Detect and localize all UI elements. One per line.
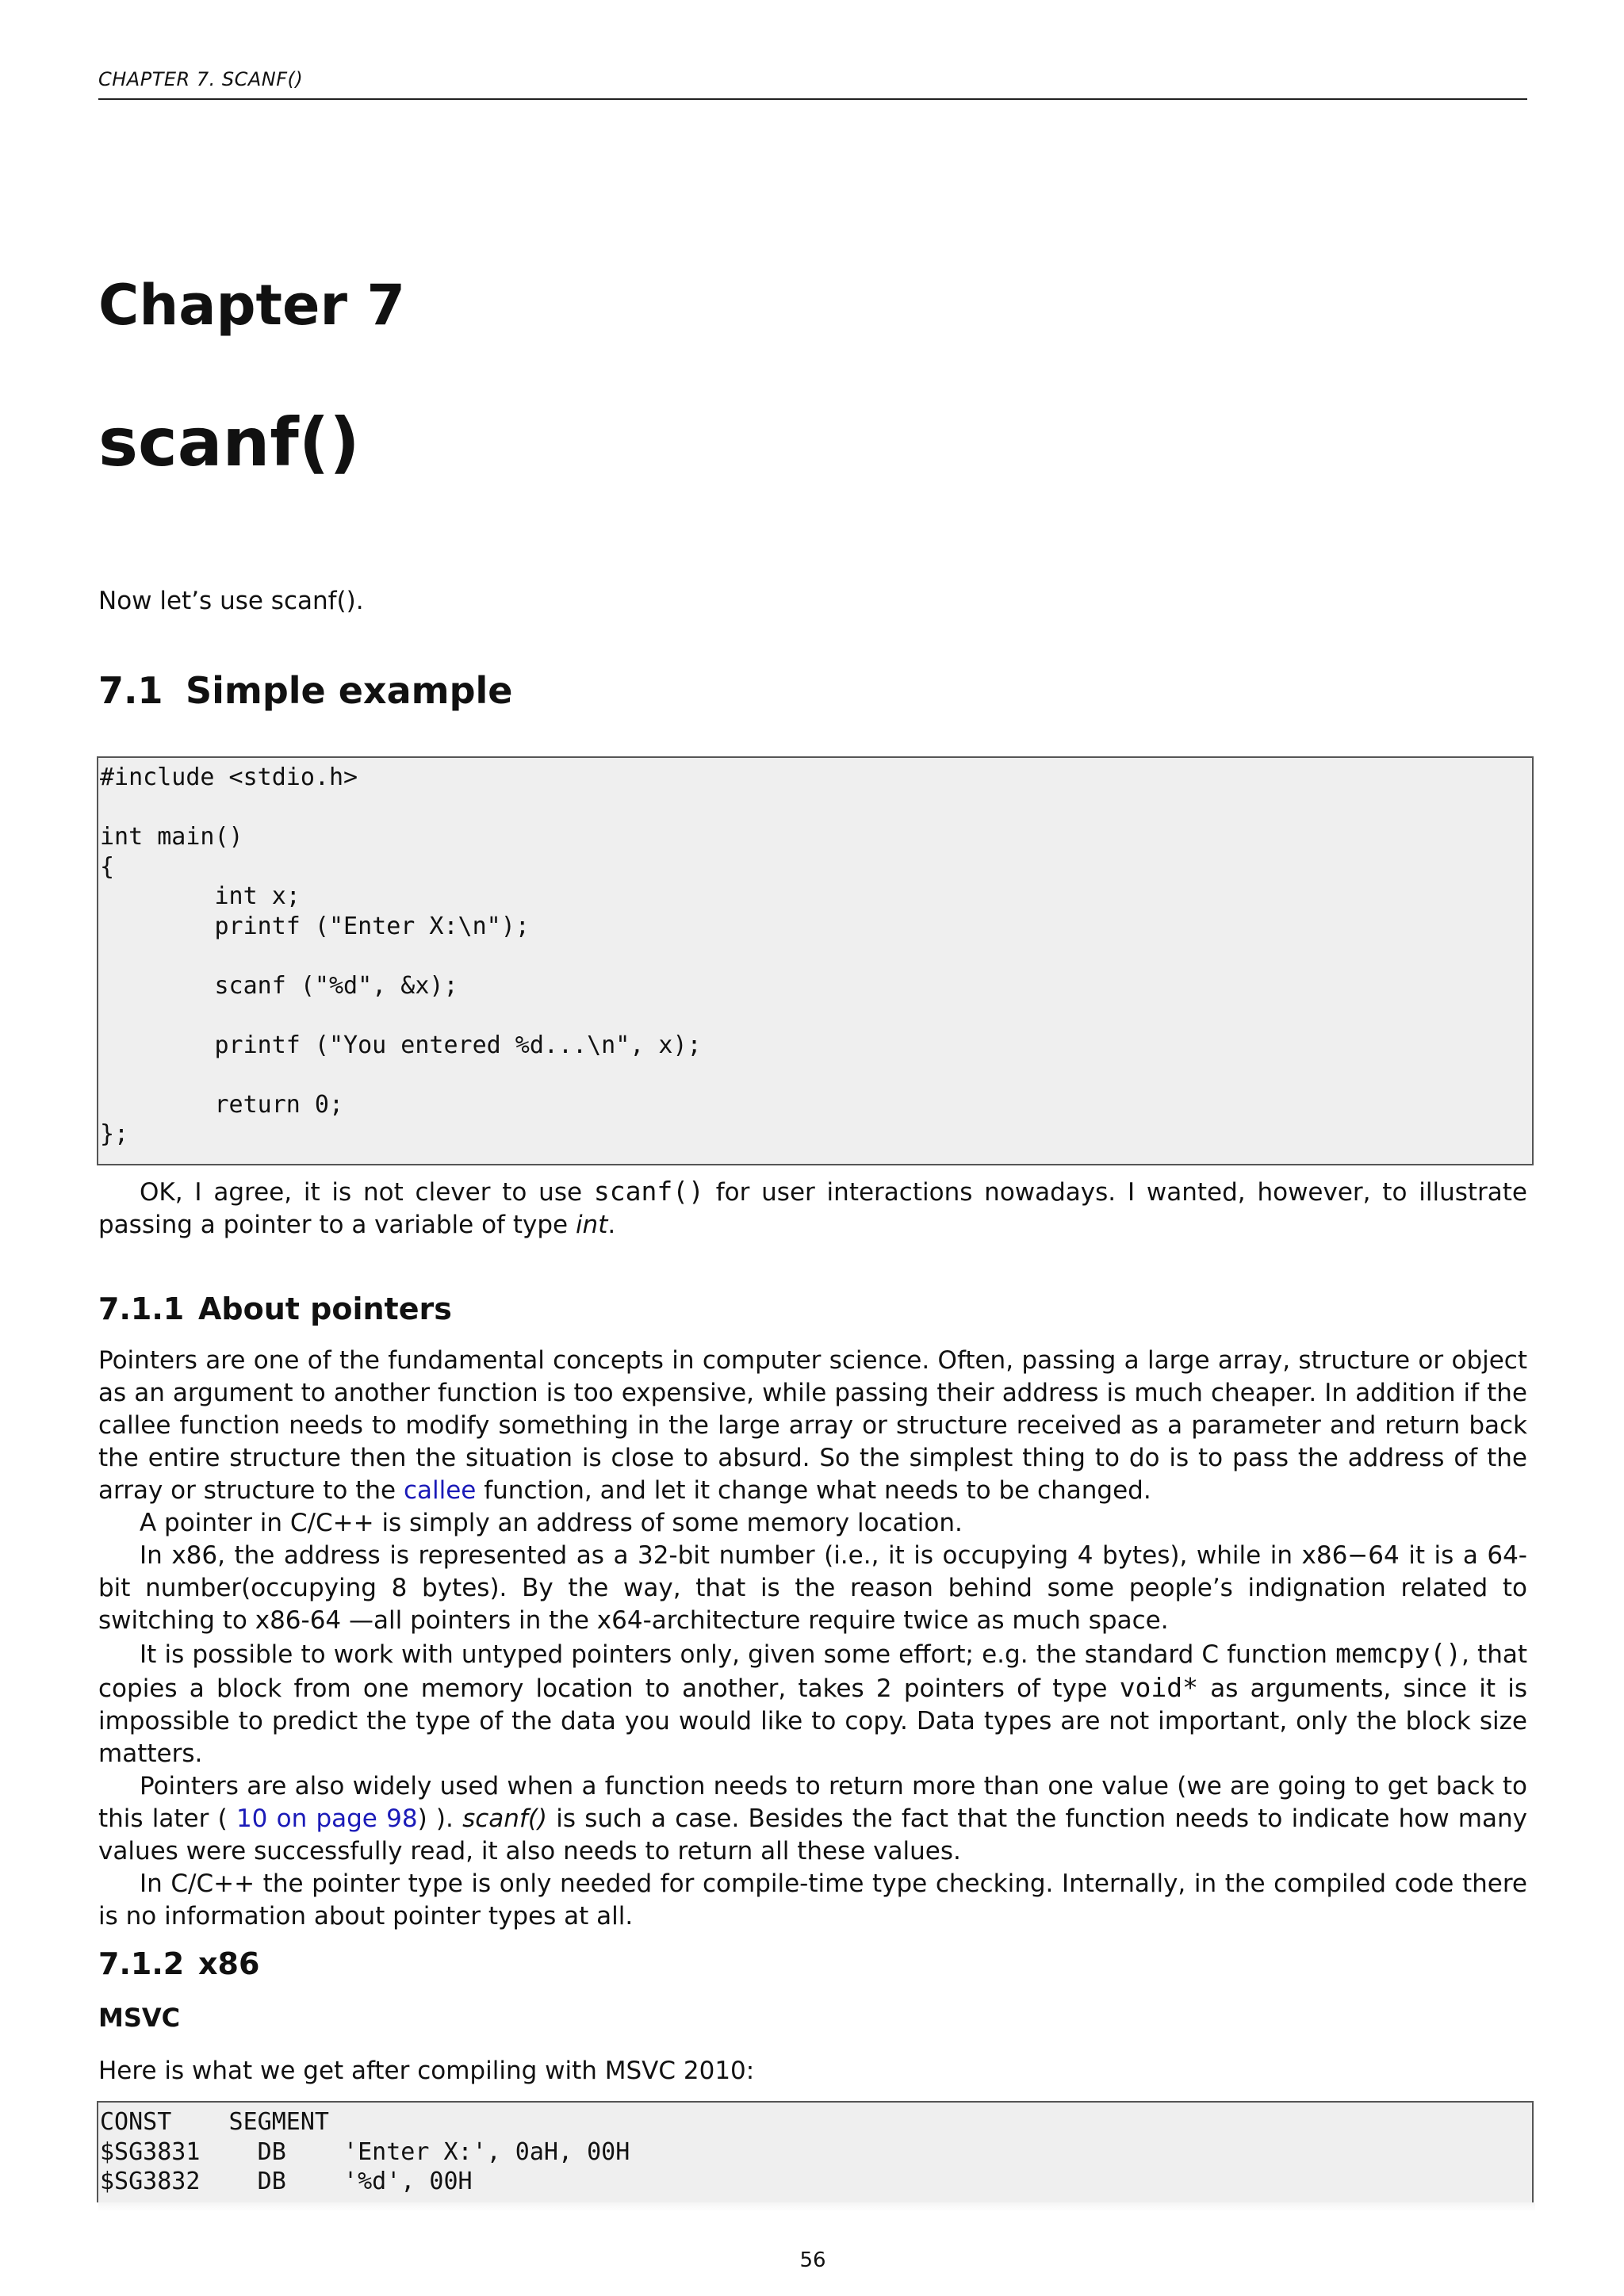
callee-link[interactable]: callee bbox=[403, 1476, 477, 1505]
section-number: 7.1 bbox=[98, 669, 163, 712]
text-run: for user interactions nowadays. I wanted, however, to illustrate passing a pointer to a variable of type bbox=[98, 1178, 1527, 1239]
text-run: Pointers are also widely used when a function needs to return more than one value (we are going to get back to this later ( bbox=[98, 1772, 1527, 1833]
text-run: Pointers are one of the fundamental concepts in computer science. Often, passing a large array, structure or object as an argument to another function is too expensive, while passing their address is much cheaper. In addition if the callee function needs to modify something in the large array or structure received as a parameter and return back the entire structure then the situation is close to absurd. So the simplest thing to do is to pass the address of the array or structure to the bbox=[98, 1346, 1527, 1505]
text-run: function, and let it change what needs to be changed. bbox=[476, 1476, 1151, 1505]
pointers-paragraph-2: A pointer in C/C++ is simply an address of some memory location. bbox=[140, 1509, 963, 1537]
inline-code-void-pointer: void* bbox=[1119, 1672, 1199, 1703]
subsection-number: 7.1.1 bbox=[98, 1292, 185, 1326]
running-head: CHAPTER 7. SCANF() bbox=[98, 68, 1527, 100]
subsection-number: 7.1.2 bbox=[98, 1946, 185, 1981]
inline-code-memcpy: memcpy() bbox=[1335, 1638, 1462, 1669]
text-run: . bbox=[607, 1211, 616, 1239]
text-run: as arguments, since it is impossible to predict the type of the data you would like to copy. Data types are not important, only the block size matters. bbox=[98, 1674, 1527, 1768]
page-number: 56 bbox=[799, 2248, 826, 2272]
pointers-paragraph-5 bbox=[98, 1770, 1527, 1868]
inline-code-scanf: scanf() bbox=[593, 1176, 704, 1207]
section-title: Simple example bbox=[186, 669, 513, 712]
code-listing-msvc: CONST SEGMENT $SG3831 DB 'Enter X:', 0aH, 00H $SG3832 DB '%d', 00H bbox=[97, 2101, 1534, 2202]
subsection-title: x86 bbox=[198, 1946, 260, 1981]
intro-paragraph: Now let’s use scanf(). bbox=[98, 587, 364, 615]
paragraph-heading-msvc: MSVC bbox=[98, 2003, 181, 2033]
document-page bbox=[98, 0, 1527, 2296]
msvc-intro-paragraph bbox=[98, 2055, 1527, 2087]
subsection-title: About pointers bbox=[198, 1292, 452, 1326]
text-run: It is possible to work with untyped pointers only, given some effort; e.g. the standard C function bbox=[140, 1640, 1336, 1669]
pointers-paragraph-3: In x86, the address is represented as a 32-bit number (i.e., it is occupying 4 bytes), while in x86−64 it is a 64-bit number(occupying 8 bytes). By the way, that is the reason behind some people’s indignation related to switching to x86-64 —all pointers in the x64-architecture require twice as much space. bbox=[98, 1541, 1527, 1635]
text-run: ) ). bbox=[417, 1804, 463, 1833]
page-reference-link[interactable]: 10 on page 98 bbox=[236, 1804, 418, 1833]
pointers-paragraph-4 bbox=[98, 1637, 1527, 1770]
text-run: , that copies a block from one memory location to another, takes 2 pointers of type bbox=[98, 1640, 1527, 1703]
pointers-paragraph-6: In C/C++ the pointer type is only needed for compile-time type checking. Internally, in the compiled code there is no information about pointer types at all. bbox=[98, 1869, 1527, 1931]
msvc-intro-text: Here is what we get after compiling with MSVC 2010: bbox=[98, 2057, 755, 2085]
paragraph-after-code bbox=[98, 1175, 1527, 1242]
text-run: OK, I agree, it is not clever to use bbox=[140, 1178, 594, 1207]
emphasis-scanf: scanf() bbox=[462, 1804, 548, 1833]
chapter-title: scanf() bbox=[98, 404, 360, 481]
page-bottom-fade bbox=[98, 2202, 1535, 2212]
section-heading-7-1 bbox=[98, 669, 513, 712]
about-pointers-body bbox=[98, 1345, 1527, 1933]
emphasis-int: int bbox=[575, 1211, 608, 1239]
scanf-comment-paragraph bbox=[98, 1175, 1527, 1242]
chapter-label: Chapter 7 bbox=[98, 273, 406, 338]
subsection-heading-7-1-1 bbox=[98, 1294, 452, 1324]
code-listing-simple-example: #include <stdio.h> int main() { int x; printf ("Enter X:\n"); scanf ("%d", &x); printf ("You entered %d...\n", x); return 0; }; bbox=[97, 756, 1534, 1165]
subsection-heading-7-1-2 bbox=[98, 1946, 260, 1981]
text-run: is such a case. Besides the fact that the function needs to indicate how many values were successfully read, it also needs to return all these values. bbox=[98, 1804, 1527, 1866]
pointers-paragraph-1 bbox=[98, 1345, 1527, 1507]
